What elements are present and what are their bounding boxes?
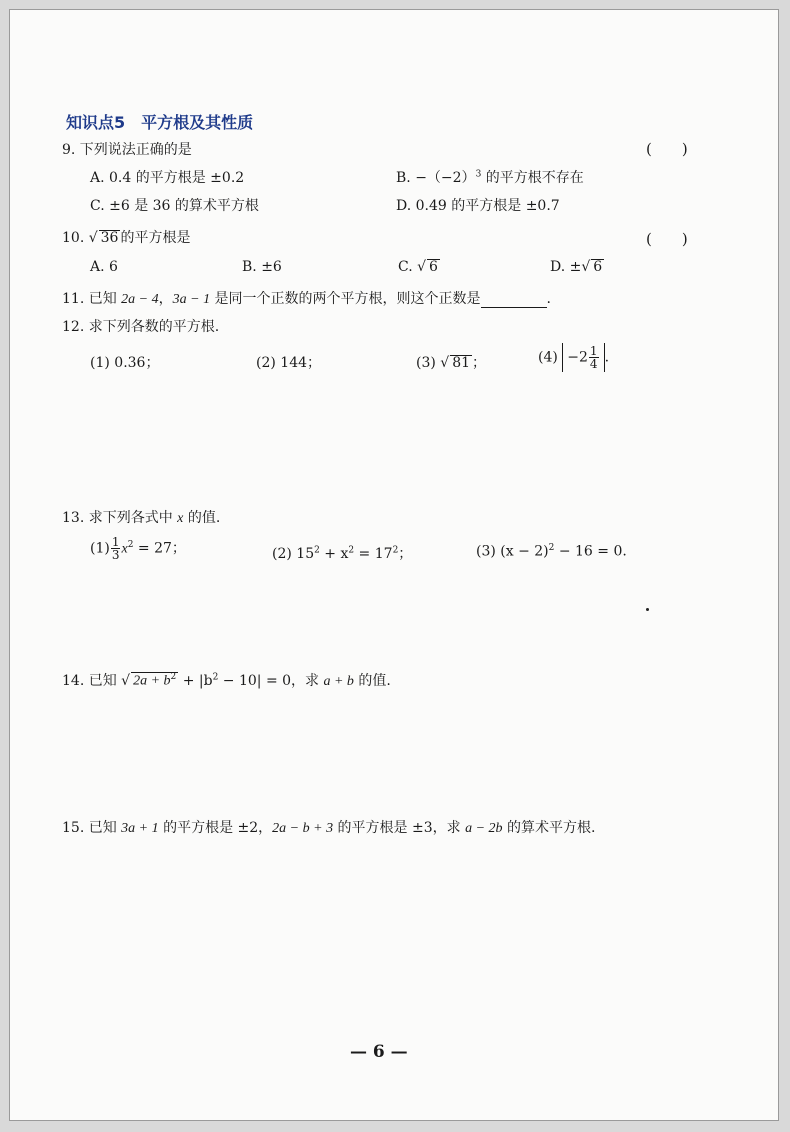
question-9-option-b: B. $-(-2)^3$ 的平方根不存在: [396, 169, 584, 186]
question-9-option-c: C. ±6 是 36 的算术平方根: [90, 198, 259, 214]
question-15: 15. 已知 3a + 1 的平方根是 ±2，2a − b + 3 的平方根是 ±3，求 a − 2b 的算术平方根.: [62, 820, 596, 836]
question-12-stem: 12. 求下列各数的平方根.: [62, 319, 220, 335]
question-10-option-b: B. ±6: [242, 259, 282, 275]
question-12-part-2: (2) 144；: [256, 355, 322, 371]
question-13-part-2: (2) $15^2 + x^2 = 17^2$；: [272, 545, 413, 562]
answer-blank: [481, 293, 547, 308]
question-9-stem: 9. 下列说法正确的是: [62, 142, 192, 158]
question-10-option-c: C. √ 6: [398, 259, 438, 275]
question-13-part-1: (1) $\frac{1}{3}$ $x^2 = 27$；: [90, 535, 186, 562]
question-12-part-3: (3) √ 81 ；: [416, 355, 487, 371]
section-heading: 知识点5 平方根及其性质: [66, 113, 254, 132]
stray-dot: [646, 608, 649, 611]
question-11: 11. 已知 2a − 4，3a − 1 是同一个正数的两个平方根，则这个正数是 .: [62, 291, 551, 307]
question-12-part-4: (4) −2 $\frac{1}{4}$ .: [538, 344, 610, 371]
question-9-option-d: D. 0.49 的平方根是 ±0.7: [396, 198, 560, 214]
page-number: — 6 —: [350, 1042, 408, 1062]
question-9-answer-paren: ( ): [646, 140, 688, 158]
question-10-answer-paren: ( ): [646, 230, 688, 248]
question-14: 14. 已知 √ $2a + b^2 + |b^2 - 10| = 0$，求 a + b 的值.: [62, 672, 391, 689]
question-13-part-3: (3) $(x - 2)^2 - 16 = 0$.: [476, 543, 627, 560]
question-9-option-a: A. 0.4 的平方根是 ±0.2: [90, 170, 245, 186]
worksheet-page: [9, 9, 779, 1121]
question-13-stem: 13. 求下列各式中 x 的值.: [62, 510, 221, 526]
question-10-option-a: A. 6: [90, 259, 118, 275]
question-10-stem: 10. √ 36 的平方根是: [62, 230, 191, 246]
question-10-option-d: D. ±√ 6: [550, 259, 603, 275]
question-12-part-1: (1) 0.36；: [90, 355, 160, 371]
